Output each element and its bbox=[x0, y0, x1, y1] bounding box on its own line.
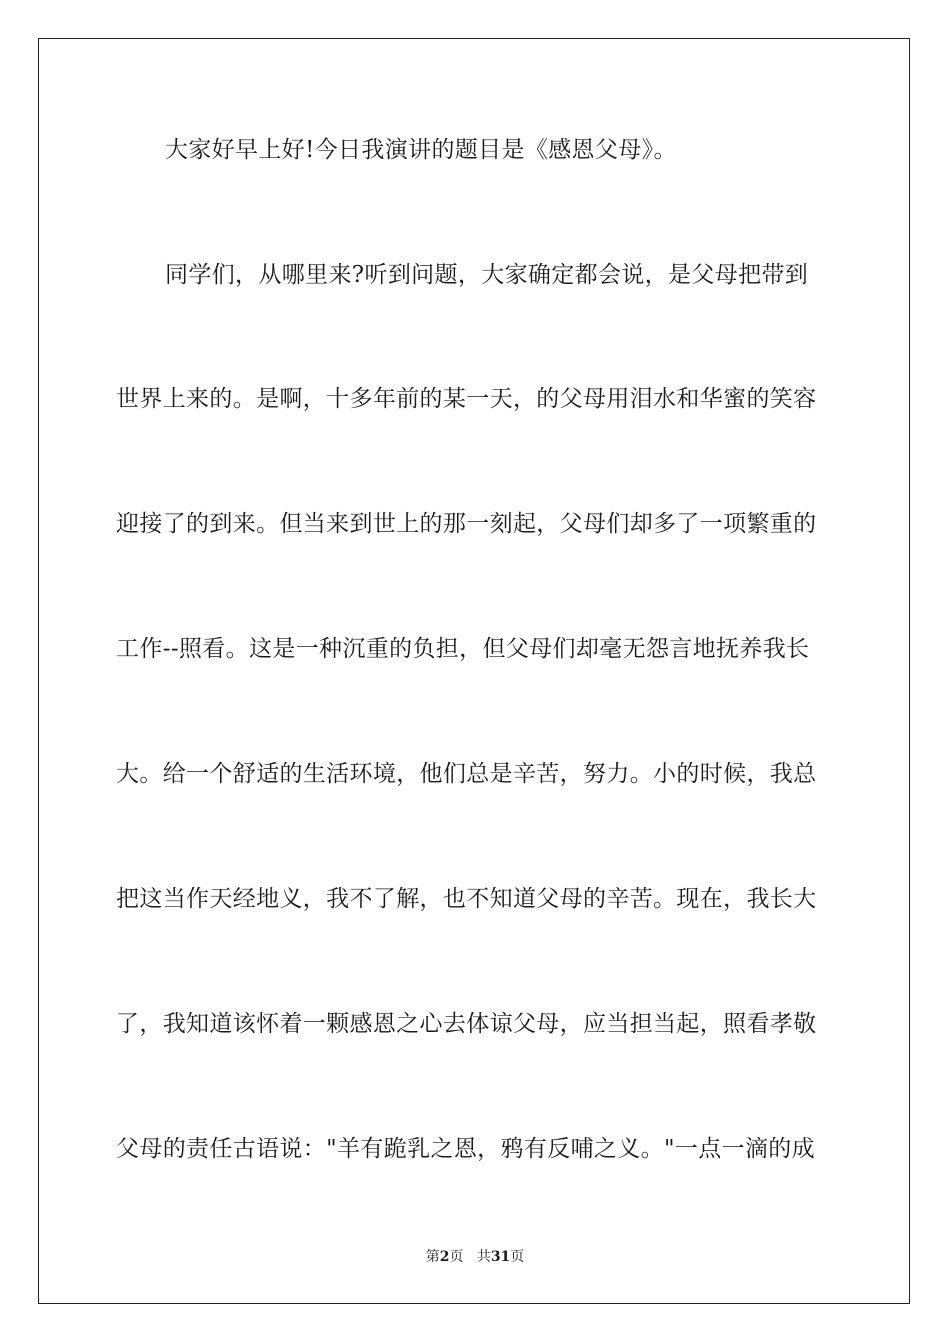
page-suffix: 页 bbox=[449, 1249, 464, 1265]
page-footer bbox=[0, 1247, 950, 1267]
text-line-3: 世界上来的。是啊，十多年前的某一天，的父母用泪水和华蜜的笑容 bbox=[116, 386, 817, 412]
text-line-6: 大。给一个舒适的生活环境，他们总是辛苦，努力。小的时候，我总 bbox=[116, 761, 817, 787]
text-line-8: 了，我知道该怀着一颗感恩之心去体谅父母，应当担当起，照看孝敬 bbox=[116, 1011, 817, 1037]
page-border bbox=[38, 38, 910, 1304]
text-line-4: 迎接了的到来。但当来到世上的那一刻起，父母们却多了一项繁重的 bbox=[116, 511, 817, 537]
text-line-2: 同学们，从哪里来?听到问题，大家确定都会说，是父母把带到 bbox=[165, 262, 809, 288]
text-line-1: 大家好早上好!今日我演讲的题目是《感恩父母》。 bbox=[165, 137, 677, 163]
text-line-7: 把这当作天经地义，我不了解，也不知道父母的辛苦。现在，我长大 bbox=[116, 886, 817, 912]
page-number: 2 bbox=[439, 1249, 450, 1265]
total-suffix: 页 bbox=[510, 1249, 525, 1265]
page-prefix: 第 bbox=[425, 1249, 440, 1265]
total-pages: 31 bbox=[490, 1249, 511, 1265]
text-line-9: 父母的责任古语说："羊有跪乳之恩，鸦有反哺之义。"一点一滴的成 bbox=[116, 1136, 816, 1162]
text-line-5: 工作--照看。这是一种沉重的负担，但父母们却毫无怨言地抚养我长 bbox=[116, 636, 810, 662]
total-prefix: 共 bbox=[476, 1249, 491, 1265]
